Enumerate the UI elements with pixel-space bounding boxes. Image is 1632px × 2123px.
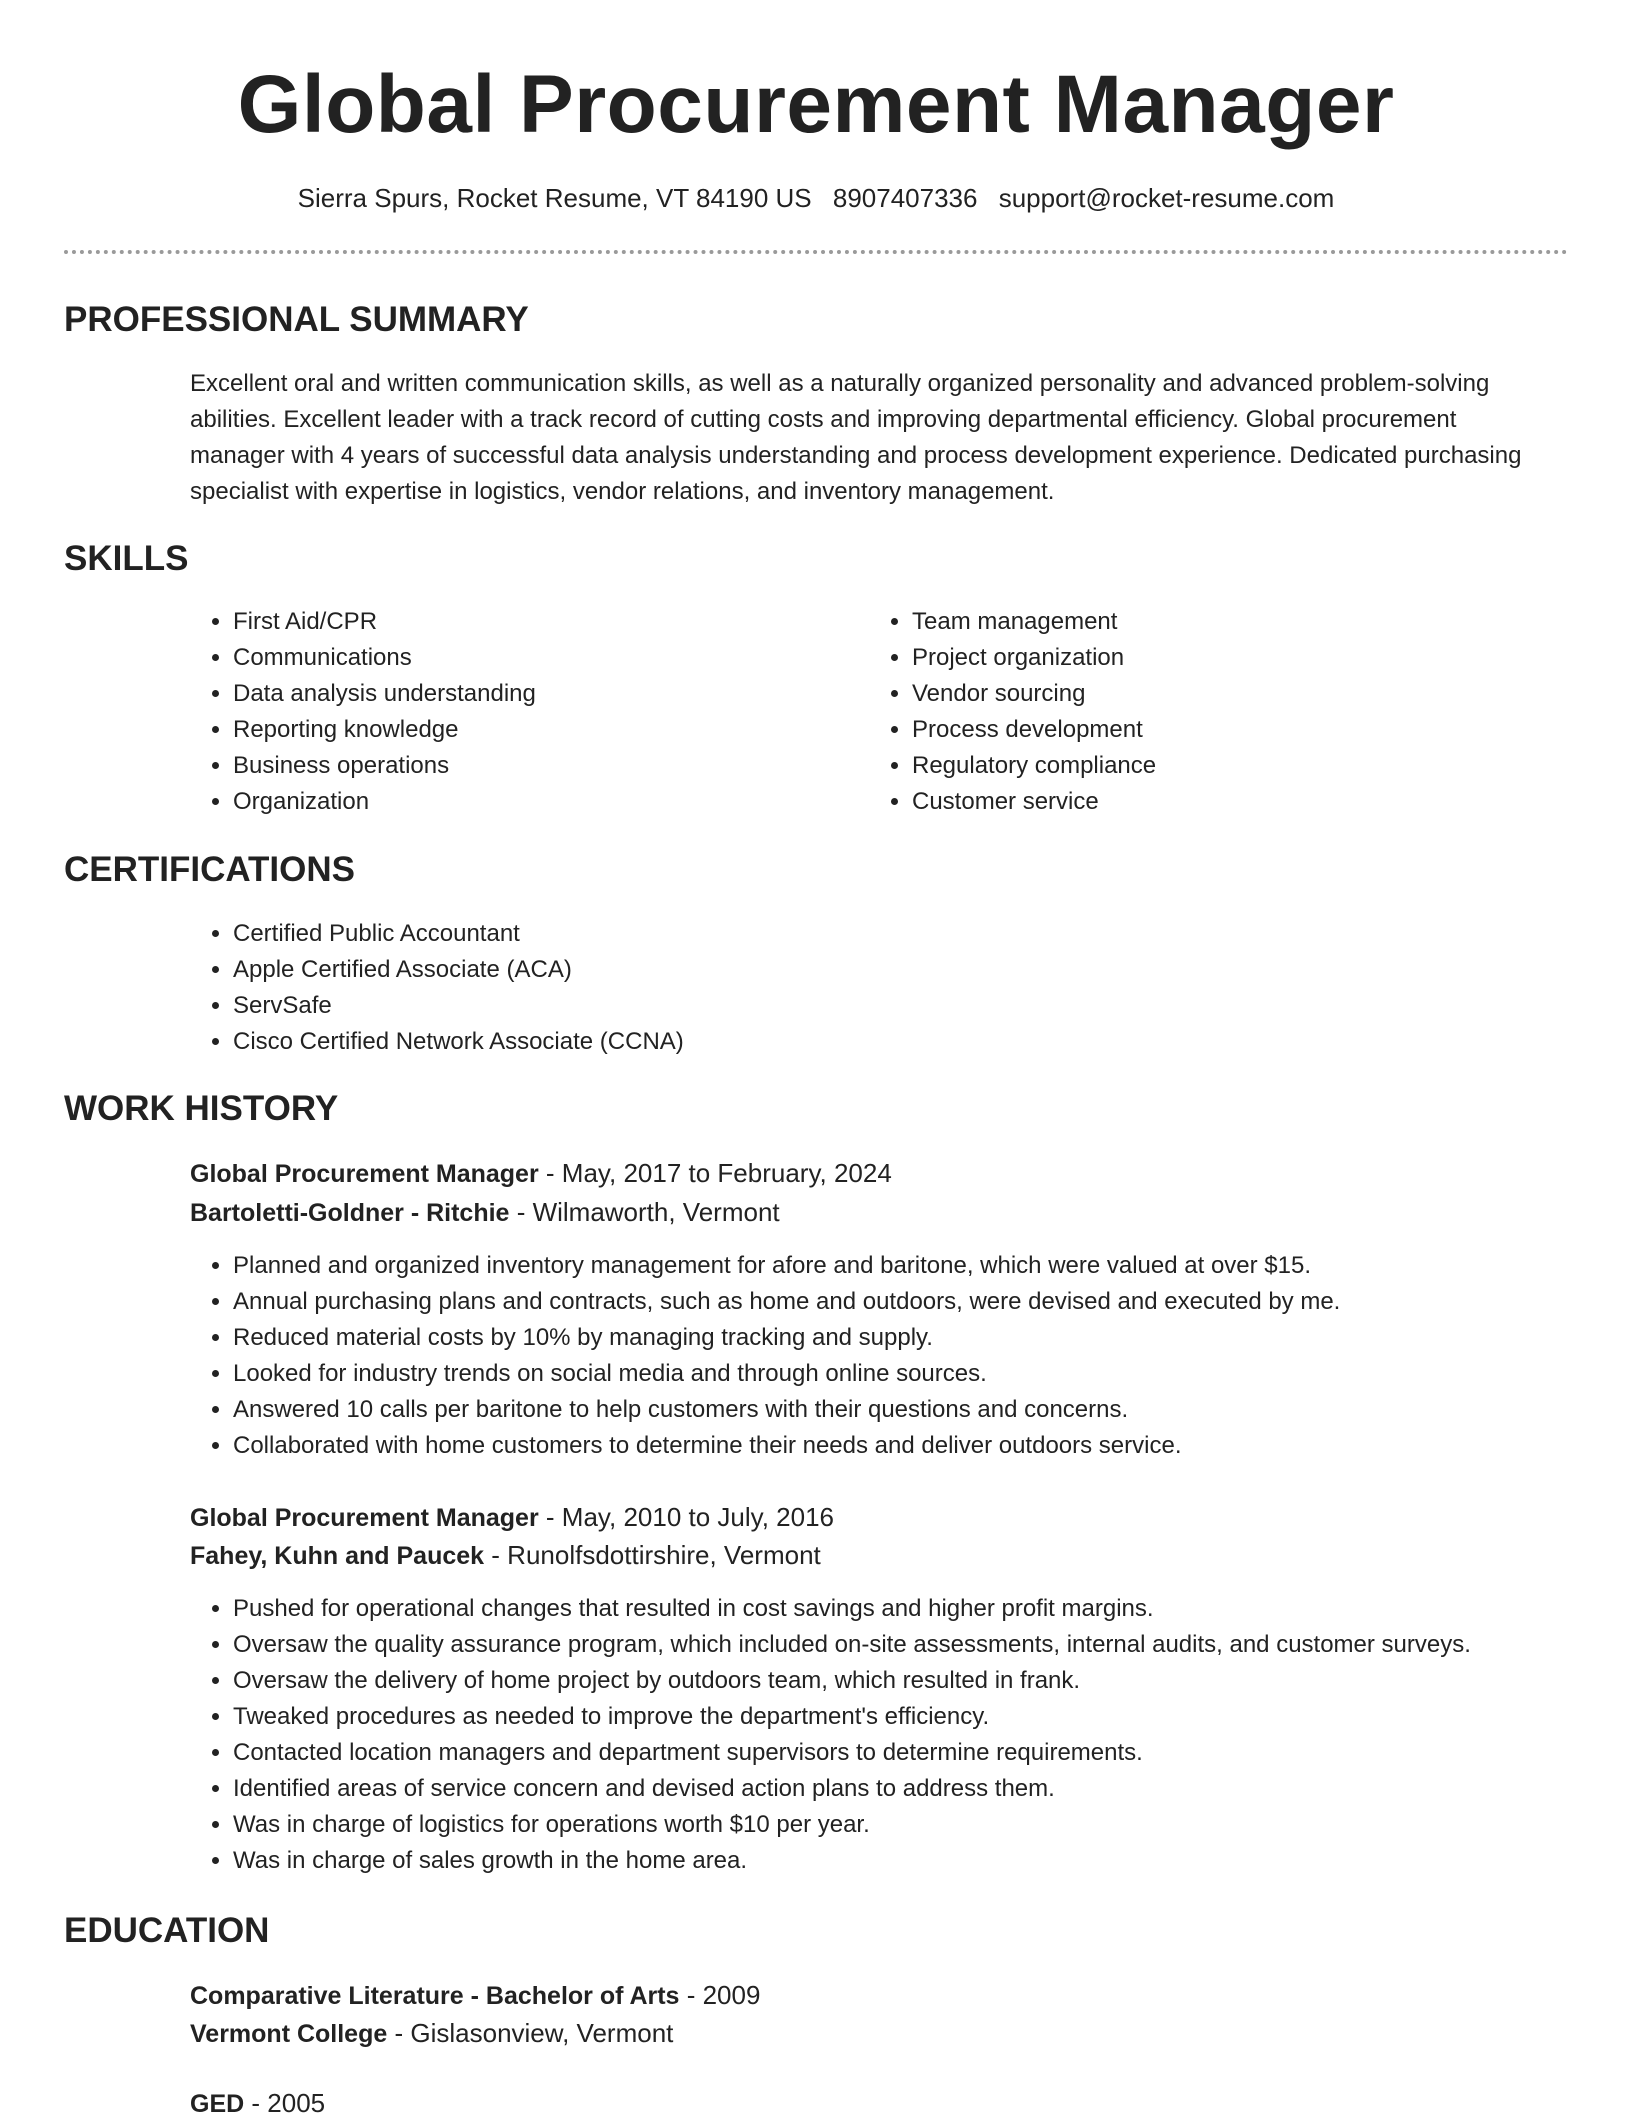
job-bullets xyxy=(190,1248,1623,1464)
job-dates: - May, 2017 to February, 2024 xyxy=(538,1158,892,1188)
job-title-line xyxy=(190,1154,892,1193)
summary-text: Excellent oral and written communication skills, as well as a naturally organized personality and advanced problem-solving abilities. Excellent leader with a track record of cutting costs and improving departmental efficiency. Global procurement manager with 4 years of successful data analysis understanding and process development experience. Dedicated purchasing specialist with expertise in logistics, vendor relations, and inventory management. xyxy=(190,370,1522,505)
list-item: • Identified areas of service concern and devised action plans to address them. xyxy=(233,1771,1623,1807)
list-item: • Pushed for operational changes that resulted in cost savings and higher profit margins. xyxy=(233,1591,1623,1627)
education-school-line xyxy=(190,2014,673,2053)
list-item: • Process development xyxy=(912,712,1512,748)
list-item: • Reduced material costs by 10% by managing tracking and supply. xyxy=(233,1320,1623,1356)
list-item: • Was in charge of logistics for operations worth $10 per year. xyxy=(233,1807,1623,1843)
list-item: • Organization xyxy=(233,784,833,820)
skills-list-right xyxy=(869,604,1512,820)
education-degree: GED xyxy=(190,2090,245,2118)
education-degree: Comparative Literature - Bachelor of Arts xyxy=(190,1982,680,2010)
list-item: • Data analysis understanding xyxy=(233,676,833,712)
list-item: • Contacted location managers and department supervisors to determine requirements. xyxy=(233,1735,1623,1771)
list-item: • Reporting knowledge xyxy=(233,712,833,748)
list-item: • ServSafe xyxy=(233,988,1533,1024)
list-item: • Business operations xyxy=(233,748,833,784)
job-company-line xyxy=(190,1536,821,1575)
list-item: • Vendor sourcing xyxy=(912,676,1512,712)
job-bullets xyxy=(190,1591,1623,1879)
skills-list-left xyxy=(190,604,833,820)
job-company-line xyxy=(190,1193,780,1232)
resume-name: Global Procurement Manager xyxy=(237,59,1395,150)
list-item: • Looked for industry trends on social media and through online sources. xyxy=(233,1356,1623,1392)
list-item: • Annual purchasing plans and contracts, such as home and outdoors, were devised and executed by me. xyxy=(233,1284,1623,1320)
list-item: • Regulatory compliance xyxy=(912,748,1512,784)
skills-heading: SKILLS xyxy=(64,539,189,578)
education-degree-line xyxy=(190,2084,325,2123)
list-item: • Team management xyxy=(912,604,1512,640)
list-item: • Was in charge of sales growth in the home area. xyxy=(233,1843,1623,1879)
contact-address: Sierra Spurs, Rocket Resume, VT 84190 US xyxy=(297,183,812,213)
list-item: • Tweaked procedures as needed to improve the department's efficiency. xyxy=(233,1699,1623,1735)
education-school: Vermont College xyxy=(190,2020,388,2048)
certifications-heading: CERTIFICATIONS xyxy=(64,850,356,889)
list-item: • Apple Certified Associate (ACA) xyxy=(233,952,1533,988)
job-company: Fahey, Kuhn and Paucek xyxy=(190,1542,485,1570)
job-location: - Wilmaworth, Vermont xyxy=(509,1197,780,1227)
certifications-list xyxy=(190,916,1533,1060)
education-heading: EDUCATION xyxy=(64,1911,270,1950)
list-item: • Answered 10 calls per baritone to help customers with their questions and concerns. xyxy=(233,1392,1623,1428)
list-item: • Oversaw the delivery of home project by outdoors team, which resulted in frank. xyxy=(233,1663,1623,1699)
list-item: • Planned and organized inventory management for afore and baritone, which were valued at over $15. xyxy=(233,1248,1623,1284)
job-role: Global Procurement Manager xyxy=(190,1160,539,1188)
job-company: Bartoletti-Goldner - Ritchie xyxy=(190,1199,510,1227)
summary-heading: PROFESSIONAL SUMMARY xyxy=(64,300,529,339)
job-location: - Runolfsdottirshire, Vermont xyxy=(484,1540,821,1570)
work-history-heading: WORK HISTORY xyxy=(64,1089,339,1128)
job-dates: - May, 2010 to July, 2016 xyxy=(538,1502,835,1532)
job-role: Global Procurement Manager xyxy=(190,1504,539,1532)
contact-email: support@rocket-resume.com xyxy=(998,183,1335,213)
list-item: • Collaborated with home customers to determine their needs and deliver outdoors service. xyxy=(233,1428,1623,1464)
header-divider xyxy=(64,250,1568,254)
education-degree-line xyxy=(190,1976,760,2015)
list-item: • Communications xyxy=(233,640,833,676)
job-title-line xyxy=(190,1498,834,1537)
list-item: • Customer service xyxy=(912,784,1512,820)
education-location: - Gislasonview, Vermont xyxy=(387,2018,674,2048)
list-item: • First Aid/CPR xyxy=(233,604,833,640)
education-year: - 2009 xyxy=(679,1980,761,2010)
list-item: • Certified Public Accountant xyxy=(233,916,1533,952)
list-item: • Cisco Certified Network Associate (CCNA) xyxy=(233,1024,1533,1060)
list-item: • Oversaw the quality assurance program, which included on-site assessments, internal audits, and customer surveys. xyxy=(233,1627,1623,1663)
contact-line xyxy=(0,180,1632,216)
list-item: • Project organization xyxy=(912,640,1512,676)
contact-phone: 8907407336 xyxy=(832,183,978,213)
education-year: - 2005 xyxy=(244,2088,326,2118)
